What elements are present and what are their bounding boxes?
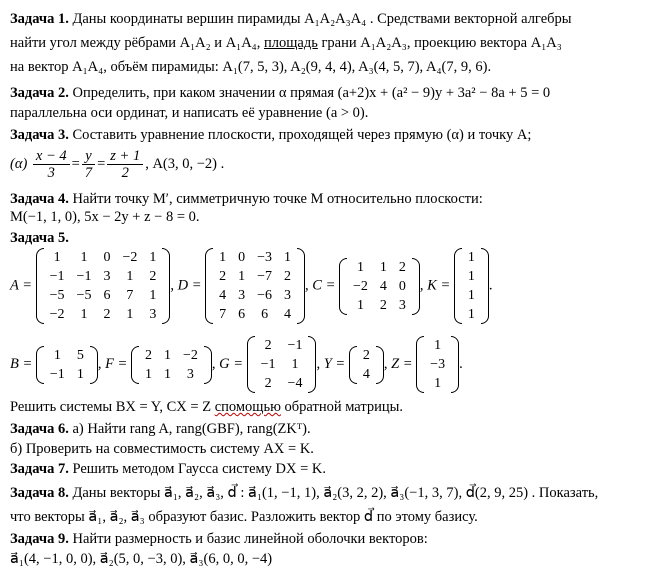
task6-heading: Задача 6. [10, 421, 69, 437]
task2-line2: параллельна оси ординат, и написать её уравнение (a > 0). [10, 105, 369, 121]
matrix-A-cell: −5 [76, 288, 92, 303]
task8-heading: Задача 8. [10, 485, 69, 501]
matrix-C-cell: 4 [379, 278, 387, 294]
matrix-Y-cell: 4 [362, 366, 370, 382]
matrix-D-cell: 3 [238, 288, 246, 303]
matrix-C-cell: 2 [398, 259, 406, 275]
task2-heading: Задача 2. [10, 85, 69, 101]
task1-text2b: площадь [264, 35, 318, 51]
matrices-row2: B = 1 5 −1 1 , F = 2 1 −2 1 1 3 , G = 2 −1 −1 1 2 −4 , Y = 2 4 , Z = 1 −3 1 . [10, 338, 463, 391]
matrix-D-cell: 2 [284, 269, 292, 284]
task9-text1: Найти размерность и базис линейной оболочки векторов: [72, 531, 428, 547]
matrix-D-cell: 1 [238, 269, 246, 284]
matrix-K [454, 248, 489, 324]
task8-line2: что векторы a⃗₁, a⃗₂, a⃗₃ образуют базис. Разложить вектор d⃗ по этому базису. [10, 509, 478, 525]
task2-line1 [10, 84, 654, 102]
matrix-A [36, 248, 171, 324]
matrix-B [36, 346, 98, 384]
matrix-F-cell: 1 [144, 366, 152, 382]
matrix-A-cell: 2 [103, 307, 111, 322]
matrix-C-cell: 1 [379, 259, 387, 275]
task3-fraction-x: $\frac{x - 4}{3}$ [33, 148, 70, 181]
matrix-C-cell: 0 [398, 278, 406, 294]
matrix-A-cell: −1 [76, 269, 92, 284]
matrix-A-cell: 3 [103, 269, 111, 284]
matrix-F-cell: 2 [144, 347, 152, 363]
task9-line2: a⃗₁(4, −1, 0, 0), a⃗₂(5, 0, −3, 0), a⃗₃(6, 0, 0, −4) [10, 551, 273, 567]
matrix-F-cell: 1 [163, 347, 171, 363]
matrix-D-cell: 6 [238, 307, 246, 322]
matrix-K-cell: 1 [467, 288, 475, 303]
task3-point: , A(3, 0, −2) . [145, 156, 225, 172]
matrix-D-cell: −6 [257, 288, 273, 303]
matrix-A-cell: −1 [49, 269, 65, 284]
task3-text1: Составить уравнение плоскости, проходящей через прямую (α) и точку A; [72, 127, 532, 143]
matrix-D-cell: 2 [219, 269, 227, 284]
matrix-D-cell: 1 [284, 250, 292, 265]
task1-text1: Даны координаты вершин пирамиды A₁A₂A₃A₄ . Средствами векторной алгебры [72, 11, 572, 27]
task7-text1: Решить методом Гаусса систему DX = K. [72, 461, 327, 477]
matrices-row1: A = 1 1 0 −2 1 −1 −1 3 1 2 −5 −5 6 7 1 −2 1 2 1 3 , D = 1 0 −3 1 2 1 −7 2 4 3 −6 3 7 6 6 4 , C = 1 1 2 −2 4 0 1 2 3 , K = 1 1 1 1 . [10, 250, 493, 322]
task4-text1: Найти точку M′, симметричную точке M относительно плоскости: [72, 191, 483, 207]
task6-text1: а) Найти rang A, rang(GBF), rang(ZKᵀ). [72, 421, 311, 437]
matrix-A-cell: −5 [49, 288, 65, 303]
matrix-D-cell: 6 [261, 307, 269, 322]
matrix-D-cell: 1 [219, 250, 227, 265]
task3-line1 [10, 126, 654, 144]
task3-alpha: (α) [10, 156, 28, 172]
task7-line1 [10, 460, 654, 478]
matrix-A-cell: 1 [80, 250, 88, 265]
matrix-D-cell: −3 [257, 250, 273, 265]
task1-line2 [10, 34, 654, 52]
matrix-A-cell: 1 [126, 307, 134, 322]
matrix-F-cell: 3 [186, 366, 194, 382]
matrix-A-cell: −2 [122, 250, 138, 265]
task5-solve-line [10, 398, 654, 416]
matrix-B-cell: 5 [76, 347, 84, 363]
task5-solve-c: обратной матрицы. [280, 399, 404, 415]
matrix-D-cell: 4 [219, 288, 227, 303]
matrix-G-cell: 1 [291, 357, 299, 372]
task7-heading: Задача 7. [10, 461, 69, 477]
matrix-B-label: B = [10, 356, 33, 372]
task5-heading: Задача 5. [10, 230, 69, 246]
task4-heading: Задача 4. [10, 191, 69, 207]
matrix-A-cell: 7 [126, 288, 134, 303]
matrix-C-cell: 2 [379, 297, 387, 313]
task9-heading: Задача 9. [10, 531, 69, 547]
task5-heading-line [10, 229, 654, 247]
matrix-G-cell: 2 [264, 338, 272, 353]
matrix-B-cell: 1 [76, 366, 84, 382]
task4-line1 [10, 190, 654, 208]
matrix-B-cell: 1 [53, 347, 61, 363]
matrix-Y [349, 346, 384, 384]
task3-equation: (α) $\frac{x - 4}{3}$ = $\frac{y}{7}$ = $\frac{z + 1}{2}$ , A(3, 0, −2) . [10, 148, 225, 181]
matrix-D-cell: 4 [284, 307, 292, 322]
matrix-D-cell: 0 [238, 250, 246, 265]
matrix-A-cell: 1 [80, 307, 88, 322]
task5-solve-b: спомощью [214, 399, 281, 415]
matrix-D-cell: 3 [284, 288, 292, 303]
matrix-Y-label: Y = [323, 356, 346, 372]
matrix-A-cell: 2 [149, 269, 157, 284]
matrix-F [131, 346, 212, 384]
matrix-A-cell: 1 [149, 288, 157, 303]
matrix-Y-cell: 2 [362, 347, 370, 363]
matrix-G-cell: −1 [287, 338, 303, 353]
task6-line1 [10, 420, 654, 438]
task8-line1 [10, 484, 654, 502]
matrix-Z-cell: 1 [434, 376, 442, 391]
matrix-C-cell: 1 [356, 297, 364, 313]
matrix-F-cell: −2 [182, 347, 198, 363]
matrix-C [339, 258, 420, 315]
matrix-C-cell: −2 [353, 278, 368, 294]
matrix-D-label: D = [177, 277, 202, 294]
matrix-A-cell: 1 [53, 250, 61, 265]
matrix-Z-cell: −3 [430, 357, 446, 372]
matrix-B-cell: −1 [49, 366, 65, 382]
matrix-G-cell: −4 [287, 376, 303, 391]
matrix-D [205, 248, 305, 324]
task6-line2: б) Проверить на совместимость систему AX = K. [10, 441, 314, 457]
matrix-F-cell: 1 [163, 366, 171, 382]
task9-line1 [10, 530, 654, 548]
matrix-G-cell: −1 [260, 357, 276, 372]
task5-solve-a: Решить системы BX = Y, CX = Z [10, 399, 215, 415]
matrix-K-cell: 1 [467, 269, 475, 284]
task8-text1: Даны векторы a⃗₁, a⃗₂, a⃗₃, d⃗ : a⃗₁(1, −1, 1), a⃗₂(3, 2, 2), a⃗₃(−1, 3, 7), d⃗(2, 9, 25) . Показать, [72, 485, 599, 501]
matrix-G-label: G = [219, 356, 244, 372]
matrix-A-cell: 1 [149, 250, 157, 265]
task3-fraction-z: $\frac{z + 1}{2}$ [107, 148, 143, 181]
task1-line1 [10, 10, 654, 28]
task1-line3: на вектор A₁A₄, объём пирамиды: A₁(7, 5, 3), A₂(9, 4, 4), A₃(4, 5, 7), A₄(7, 9, 6). [10, 59, 492, 75]
matrix-A-cell: 0 [103, 250, 111, 265]
task4-line2: M(−1, 1, 0), 5x − 2y + z − 8 = 0. [10, 209, 200, 225]
matrix-A-cell: −2 [49, 307, 65, 322]
matrix-K-cell: 1 [467, 250, 475, 265]
task1-text2c: грани A₁A₂A₃, проекцию вектора A₁A₃ [317, 35, 562, 51]
matrix-A-cell: 3 [149, 307, 157, 322]
matrix-G [247, 336, 317, 393]
matrix-G-cell: 2 [264, 376, 272, 391]
matrix-Z-label: Z = [391, 356, 413, 372]
task3-fraction-y: $\frac{y}{7}$ [82, 148, 95, 181]
matrix-C-cell: 1 [356, 259, 364, 275]
task2-text1: Определить, при каком значении α прямая (a+2)x + (a² − 9)y + 3a² − 8a + 5 = 0 [72, 85, 551, 101]
matrix-D-cell: −7 [257, 269, 273, 284]
matrix-F-label: F = [105, 356, 128, 372]
matrix-A-cell: 6 [103, 288, 111, 303]
matrix-K-label: K = [427, 277, 451, 294]
matrix-K-cell: 1 [467, 307, 475, 322]
matrix-D-cell: 7 [219, 307, 227, 322]
matrix-A-label: A = [10, 277, 33, 294]
matrix-C-cell: 3 [398, 297, 406, 313]
matrix-C-label: C = [312, 277, 336, 294]
matrix-Z-cell: 1 [434, 338, 442, 353]
matrix-A-cell: 1 [126, 269, 134, 284]
task1-text2a: найти угол между рёбрами A₁A₂ и A₁A₄, [10, 35, 264, 51]
task3-heading: Задача 3. [10, 127, 69, 143]
task1-heading: Задача 1. [10, 11, 69, 27]
matrix-Z [416, 336, 459, 393]
